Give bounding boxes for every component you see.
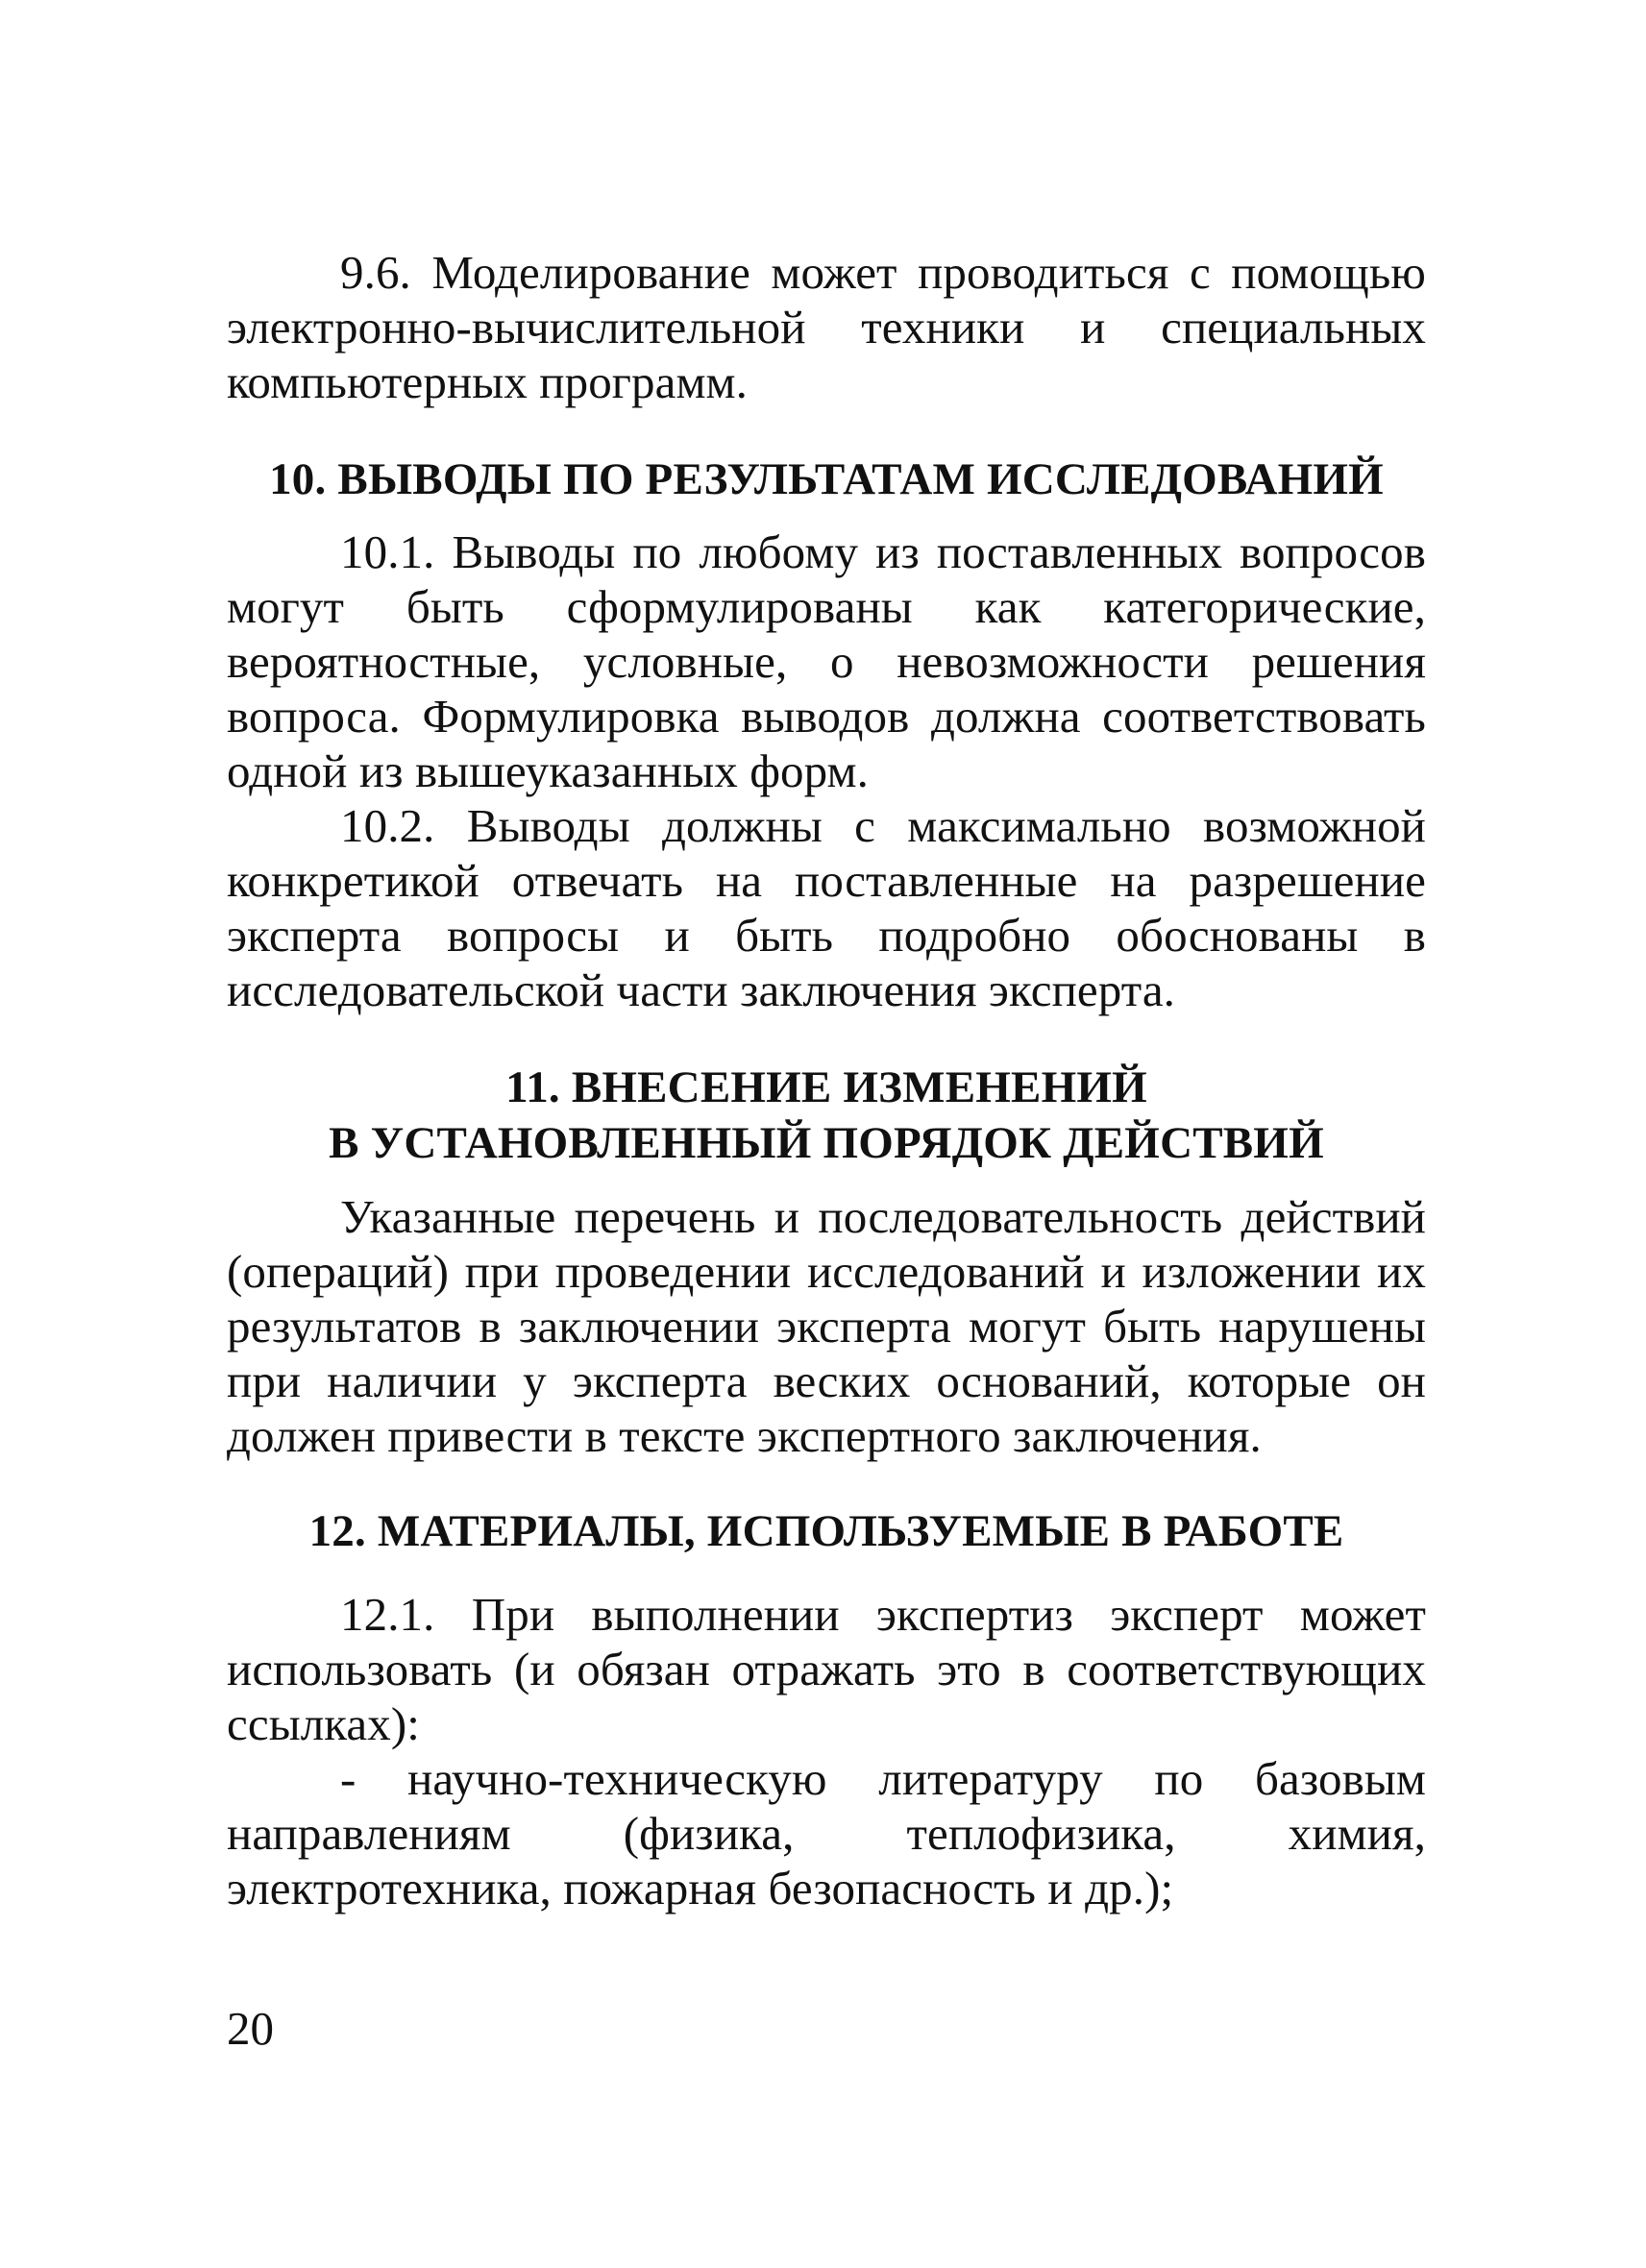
section-12-body — [227, 1587, 1426, 1915]
paragraph-10-2: 10.2. Выводы должны с максимально возможной конкретикой отвечать на поставленные на разрешение эксперта вопросы и быть подробно обоснованы в исследовательской части заключения эксперта. — [227, 799, 1426, 1016]
section-11-heading — [227, 1060, 1426, 1171]
paragraph-11: Указанные перечень и последовательность действий (операций) при проведении исследований и изложении их результатов в заключении эксперта могут быть нарушены при наличии у эксперта веских оснований, которые он должен привести в тексте экспертного заключения. — [227, 1190, 1426, 1462]
paragraph-9-6: 9.6. Моделирование может проводиться с помощью электронно-вычислительной техники и специальных компьютерных программ. — [227, 246, 1426, 408]
paragraph-12-1: 12.1. При выполнении экспертиз эксперт может использовать (и обязан отражать это в соответствующих ссылках): — [227, 1588, 1426, 1750]
paragraph-10-1: 10.1. Выводы по любому из поставленных вопросов могут быть сформулированы как категорические, вероятностные, условные, о невозможности решения вопроса. Формулировка выводов должна соответствовать одной из вышеуказанных форм. — [227, 525, 1426, 797]
section-11-heading-line1: 11. ВНЕСЕНИЕ ИЗМЕНЕНИЙ — [505, 1062, 1147, 1112]
section-10-body — [227, 524, 1426, 1017]
section-11-body — [227, 1189, 1426, 1463]
section-12-heading: 12. МАТЕРИАЛЫ, ИСПОЛЬЗУЕМЫЕ В РАБОТЕ — [308, 1506, 1344, 1556]
section-10-heading: 10. ВЫВОДЫ ПО РЕЗУЛЬТАТАМ ИССЛЕДОВАНИЙ — [269, 454, 1384, 504]
section-11-heading-line2: В УСТАНОВЛЕННЫЙ ПОРЯДОК ДЕЙСТВИЙ — [329, 1118, 1324, 1168]
paragraph-block-9-6 — [227, 245, 1426, 409]
list-item-literature: - научно-техническую литературу по базовым направлениям (физика, теплофизика, химия, электротехника, пожарная безопасность и др.); — [227, 1752, 1426, 1914]
page-number: 20 — [227, 2002, 274, 2055]
